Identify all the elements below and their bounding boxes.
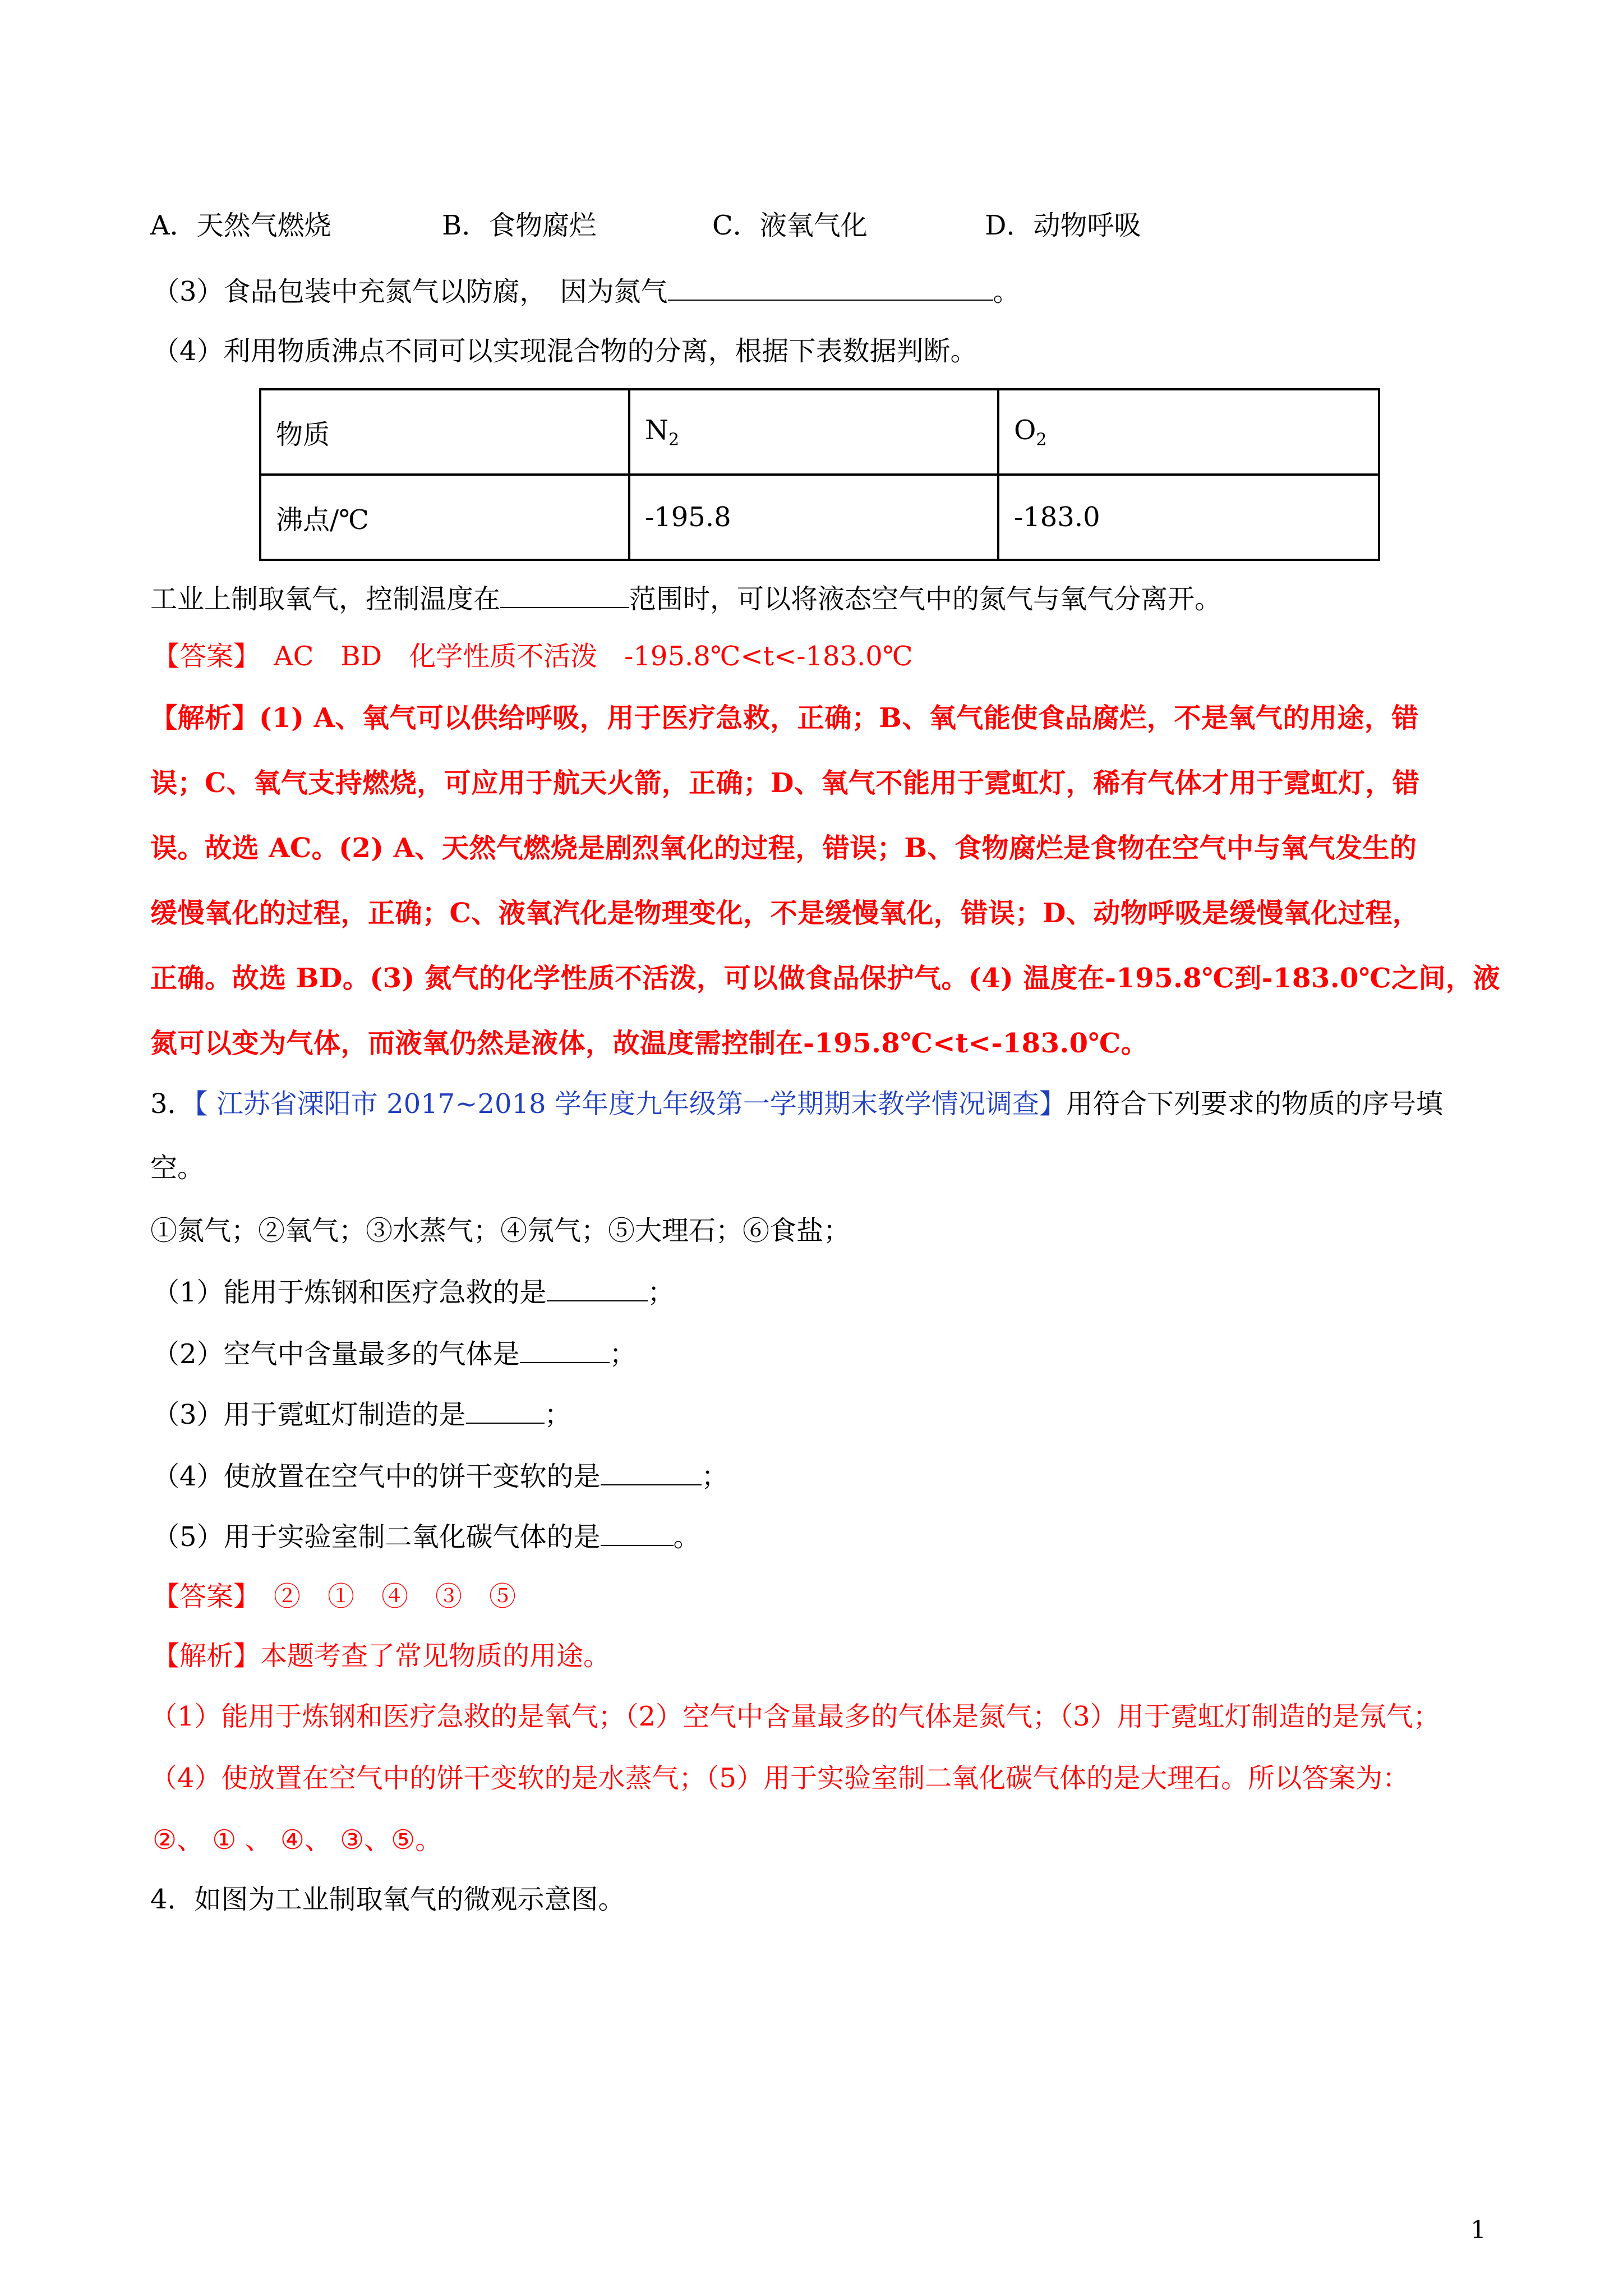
answer-q2: 【答案】 AC BD 化学性质不活泼 -195.8℃<t<-183.0℃: [153, 641, 913, 672]
option-d: D．动物呼吸: [985, 210, 1141, 241]
blank-line: [601, 1462, 702, 1485]
table-cell: -195.8: [629, 475, 998, 560]
q3-heading: 3．【 江苏省溧阳市 2017~2018 学年度九年级第一学期期末教学情况调查】用符合下列要求的物质的序号填: [150, 1088, 1443, 1120]
q3-sub5: （5）用于实验室制二氧化碳气体的是 。: [153, 1521, 700, 1553]
analysis-q2-line: 误；C、氧气支持燃烧，可应用于航天火箭，正确；D、氧气不能用于霓虹灯，稀有气体才用于霓虹灯，错: [150, 767, 1420, 799]
answer-q3: 【答案】 ② ① ④ ③ ⑤: [153, 1581, 517, 1612]
analysis-q3-line: 【解析】本题考查了常见物质的用途。: [153, 1640, 611, 1672]
blank-line: [500, 585, 629, 608]
option-c: C．液氧气化: [712, 210, 868, 241]
q3-sub1: （1）能用于炼钢和医疗急救的是 ；: [153, 1277, 675, 1308]
q3-items: ①氮气；②氧气；③水蒸气；④氖气；⑤大理石；⑥食盐；: [150, 1215, 851, 1246]
table-cell: $O_2$: [998, 389, 1379, 475]
table-cell: 物质: [260, 389, 629, 475]
q3-heading-cont: 空。: [150, 1152, 205, 1184]
blank-line: [601, 1522, 674, 1546]
table-row: [260, 475, 1379, 560]
analysis-q3-line: ②、 ① 、 ④、 ③、⑤。: [153, 1824, 442, 1856]
blank-line: [466, 1400, 545, 1424]
table-cell: $N_2$: [629, 389, 998, 475]
q3-sub2: （2）空气中含量最多的气体是 ；: [153, 1338, 637, 1370]
q2-sub3: （3）食品包装中充氮气以防腐， 因为氮气 。: [153, 276, 1020, 307]
q3-sub3: （3）用于霓虹灯制造的是 ；: [153, 1399, 571, 1430]
page-number: 1: [1470, 2216, 1486, 2244]
analysis-q2-line: 【解析】(1) A、氧气可以供给呼吸，用于医疗急救，正确；B、氧气能使食品腐烂，不是氧气的用途，错: [150, 702, 1419, 734]
blank-line: [547, 1278, 648, 1301]
q3-source: 【 江苏省溧阳市 2017~2018 学年度九年级第一学期期末教学情况调查】: [194, 1088, 1066, 1120]
boiling-point-table: [259, 388, 1380, 561]
blank-line: [668, 277, 993, 301]
analysis-q2-line: 正确。故选 BD。(3) 氮气的化学性质不活泼，可以做食品保护气。(4) 温度在-195.8℃到-183.0℃之间，液: [150, 963, 1500, 994]
option-b: B．食物腐烂: [442, 210, 597, 241]
analysis-q3-line: （4）使放置在空气中的饼干变软的是水蒸气；（5）用于实验室制二氧化碳气体的是大理石。所以答案为：: [150, 1763, 1410, 1794]
table-cell: -183.0: [998, 475, 1379, 560]
analysis-q2-line: 误。故选 AC。(2) A、天然气燃烧是剧烈氧化的过程，错误；B、食物腐烂是食物在空气中与氧气发生的: [150, 832, 1417, 864]
q3-sub4: （4）使放置在空气中的饼干变软的是 ；: [153, 1461, 728, 1492]
q2-sub4: （4）利用物质沸点不同可以实现混合物的分离，根据下表数据判断。: [153, 335, 978, 367]
analysis-q2-line: 缓慢氧化的过程，正确；C、液氧汽化是物理变化，不是缓慢氧化，错误；D、动物呼吸是缓慢氧化过程，: [150, 898, 1420, 929]
q4-heading: 4．如图为工业制取氧气的微观示意图。: [150, 1884, 625, 1915]
analysis-q2-line: 氮可以变为气体，而液氧仍然是液体，故温度需控制在-195.8℃<t<-183.0℃。: [150, 1028, 1149, 1059]
q2-sub4-question: 工业上制取氧气，控制温度在 范围时，可以将液态空气中的氮气与氧气分离开。: [150, 583, 1222, 615]
analysis-q3-line: （1）能用于炼钢和医疗急救的是氧气；（2）空气中含量最多的气体是氮气；（3）用于霓虹灯制造的是氖气；: [150, 1701, 1440, 1732]
table-row: [260, 389, 1379, 475]
option-a: A．天然气燃烧: [150, 210, 331, 241]
blank-line: [520, 1340, 610, 1363]
table-cell: 沸点/℃: [260, 475, 629, 560]
